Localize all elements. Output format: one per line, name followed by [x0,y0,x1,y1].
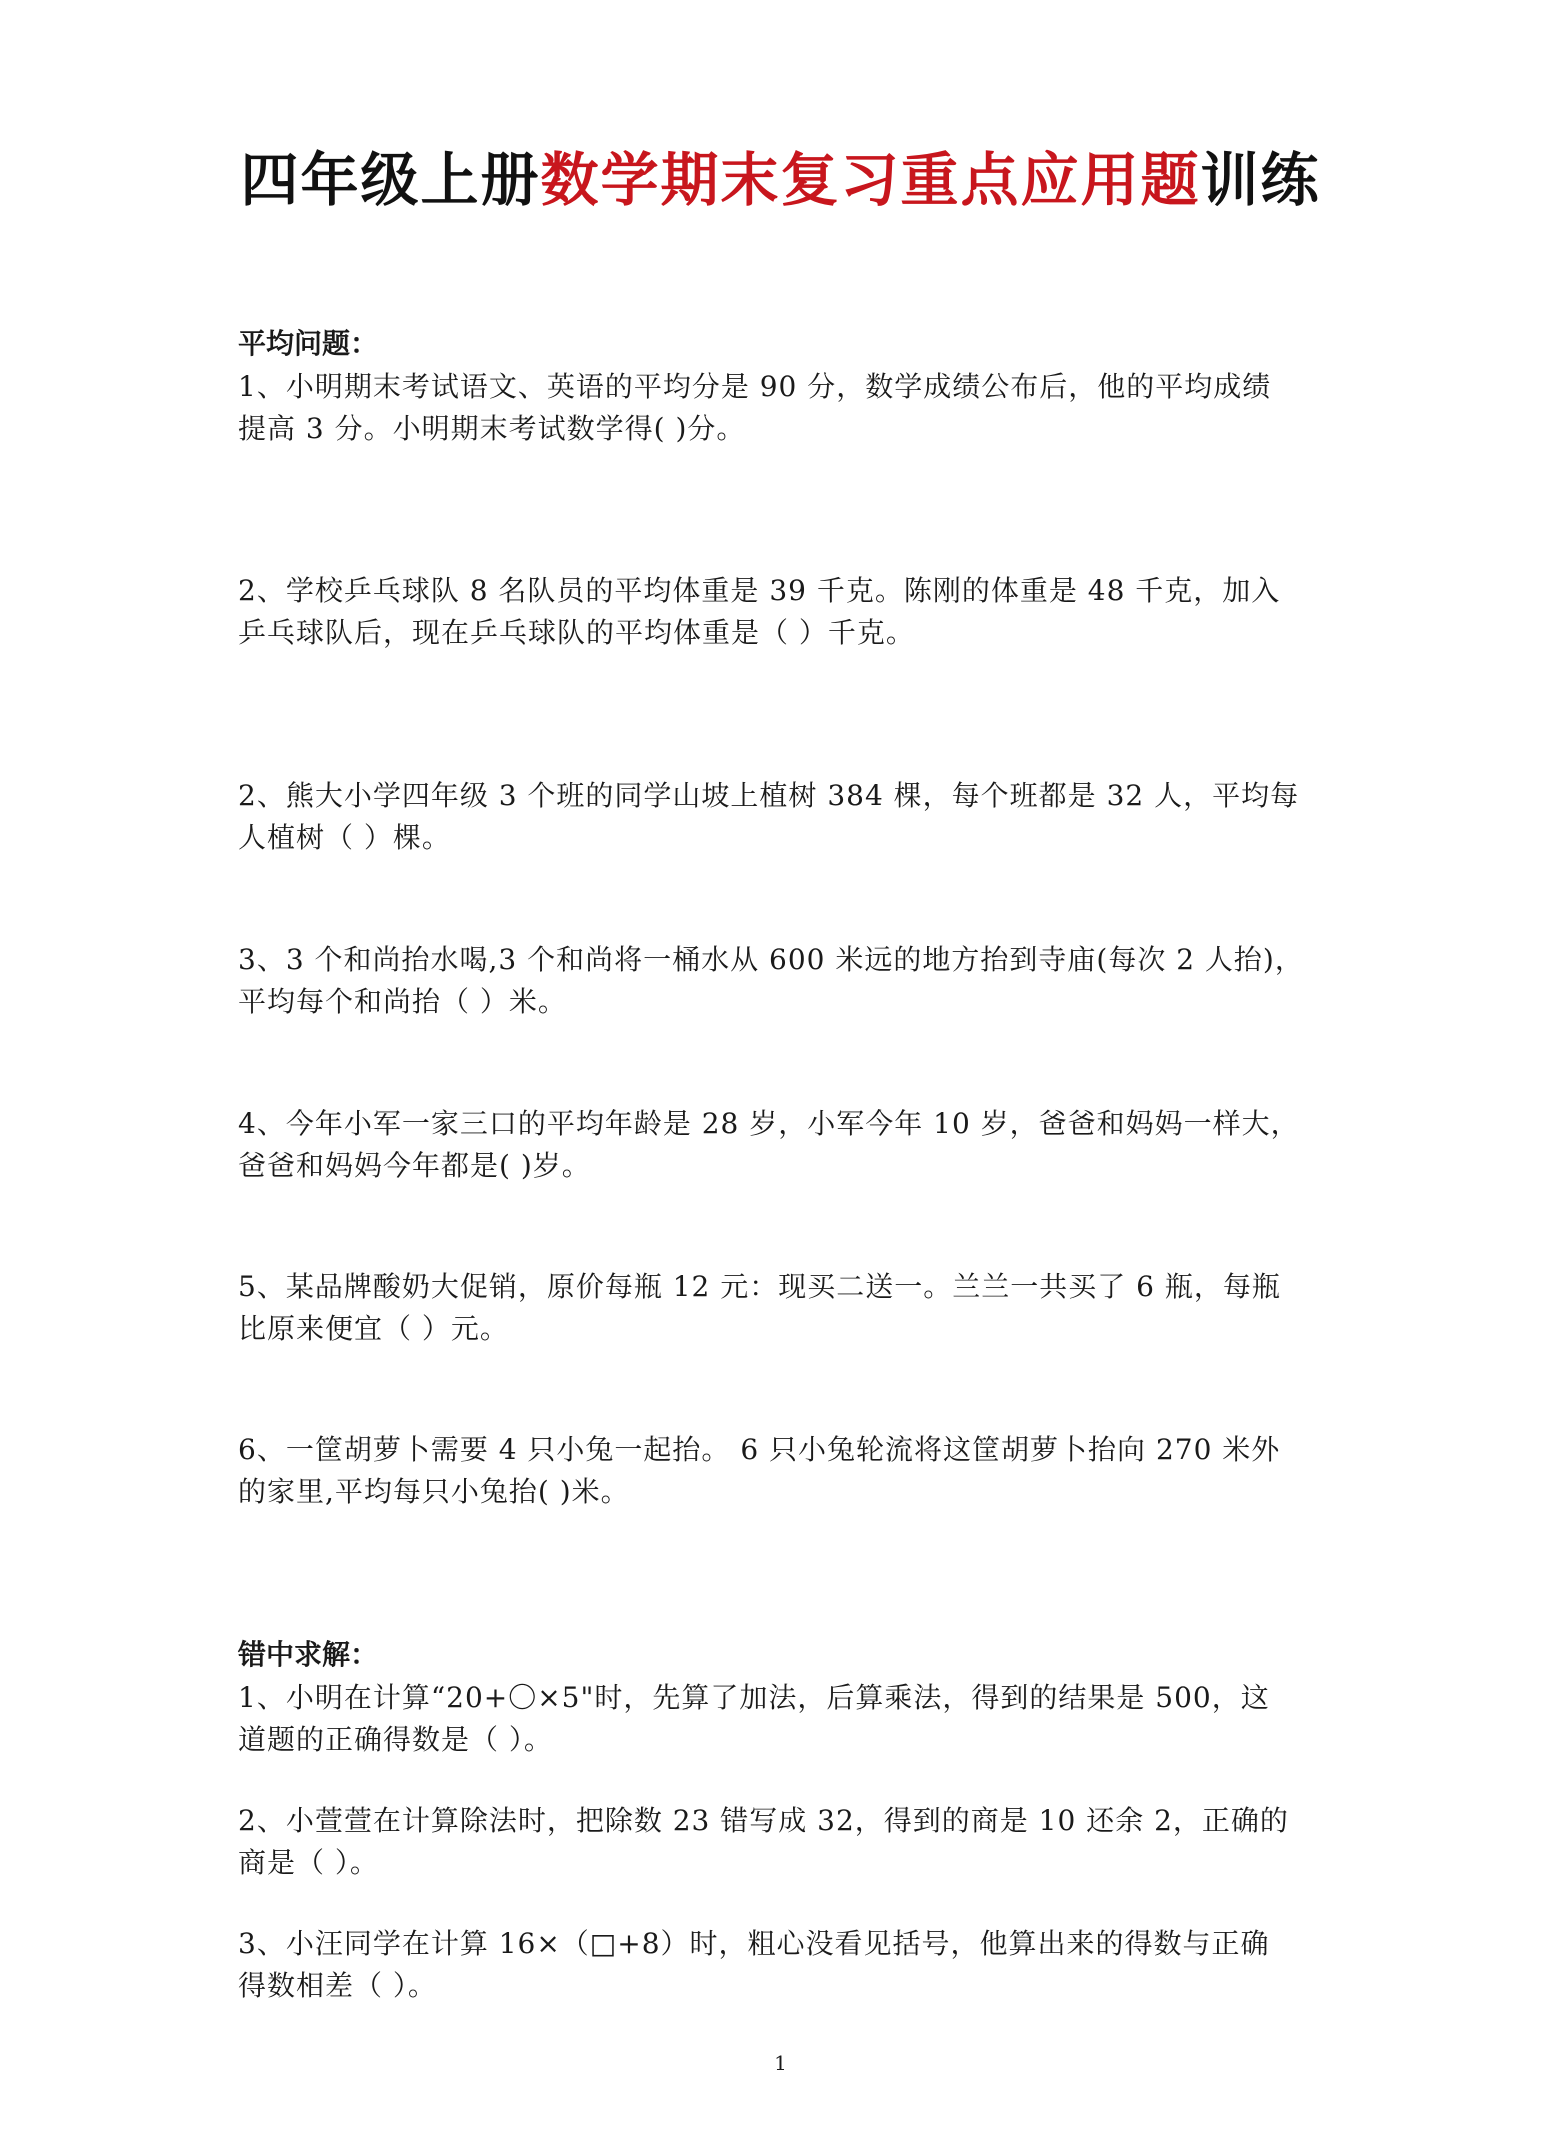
title-part-training: 训练 [1200,146,1321,214]
question-line: 比原来便宜（ ）元。 [238,1312,509,1345]
question-average-2 [238,570,1328,654]
question-line: 6、一筐胡萝卜需要 4 只小兔一起抬。 6 只小兔轮流将这筐胡萝卜抬向 270 米外 [238,1433,1281,1466]
question-line: 1、小明在计算“20+〇×5"时，先算了加法，后算乘法，得到的结果是 500，这 [238,1681,1270,1714]
question-average-6 [238,1266,1328,1350]
question-line: 1、小明期末考试语文、英语的平均分是 90 分，数学成绩公布后，他的平均成绩 [238,370,1272,403]
question-average-1 [238,366,1328,450]
title-part-topic: 数学期末复习重点应用题 [540,146,1201,214]
question-line: 的家里,平均每只小兔抬( )米。 [238,1475,630,1508]
question-line: 人植树（ ）棵。 [238,821,451,854]
question-average-5 [238,1103,1328,1187]
question-error-2 [238,1800,1328,1884]
question-line: 5、某品牌酸奶大促销，原价每瓶 12 元：现买二送一。兰兰一共买了 6 瓶，每瓶 [238,1270,1281,1303]
question-error-3 [238,1923,1328,2007]
document-title [0,140,1561,220]
question-line: 乒乓球队后，现在乒乓球队的平均体重是（ ）千克。 [238,616,915,649]
question-average-4 [238,939,1328,1023]
question-line: 提高 3 分。小明期末考试数学得( )分。 [238,412,746,445]
question-error-1 [238,1677,1328,1761]
section-heading-average: 平均问题： [238,327,379,360]
question-line: 3、3 个和尚抬水喝,3 个和尚将一桶水从 600 米远的地方抬到寺庙(每次 2 人抬)， [238,943,1304,976]
question-line: 2、学校乒乓球队 8 名队员的平均体重是 39 千克。陈刚的体重是 48 千克，加入 [238,574,1281,607]
question-line: 商是（ ）。 [238,1846,379,1879]
question-line: 道题的正确得数是（ ）。 [238,1723,553,1756]
question-line: 2、小萱萱在计算除法时，把除数 23 错写成 32，得到的商是 10 还余 2，正确的 [238,1804,1289,1837]
question-average-7 [238,1429,1328,1513]
section-heading-error-correction: 错中求解： [238,1638,379,1671]
question-average-3 [238,775,1328,859]
question-line: 3、小汪同学在计算 16×（□+8）时，粗心没看见括号，他算出来的得数与正确 [238,1927,1270,1960]
question-line: 平均每个和尚抬（ ）米。 [238,985,567,1018]
question-line: 得数相差（ ）。 [238,1969,437,2002]
question-line: 4、今年小军一家三口的平均年龄是 28 岁，小军今年 10 岁，爸爸和妈妈一样大， [238,1107,1300,1140]
question-line: 爸爸和妈妈今年都是( )岁。 [238,1149,591,1182]
page-number: 1 [774,2051,787,2075]
title-part-grade: 四年级上册 [240,146,541,214]
question-line: 2、熊大小学四年级 3 个班的同学山坡上植树 384 棵，每个班都是 32 人，平均每 [238,779,1300,812]
